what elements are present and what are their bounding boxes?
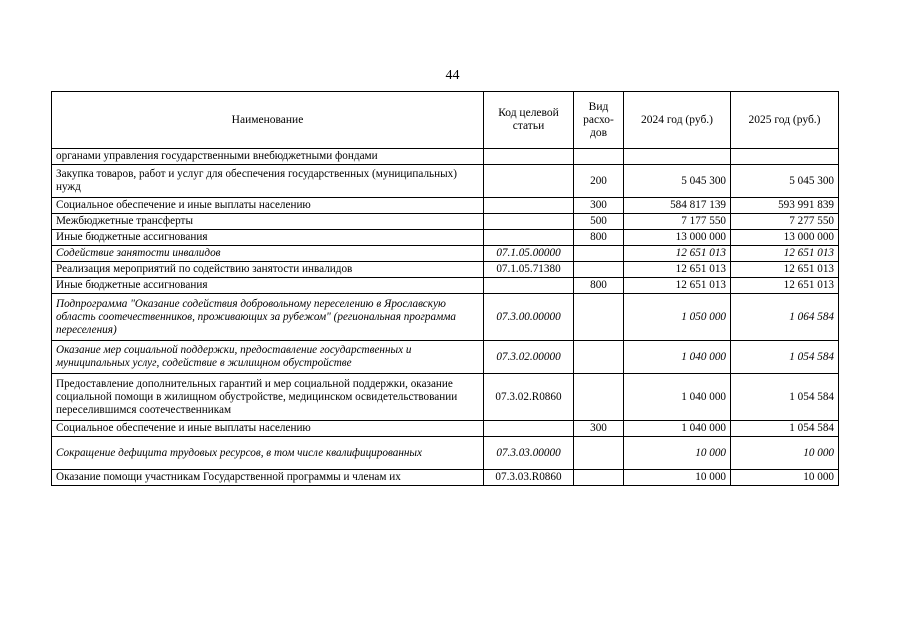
row-vid: 300 xyxy=(574,421,624,437)
row-code: 07.3.02.00000 xyxy=(484,341,574,374)
row-name: Оказание мер социальной поддержки, предоставление государственных и муниципальных услуг, содействие в жилищном обустройстве xyxy=(52,341,484,374)
row-vid xyxy=(574,341,624,374)
row-code xyxy=(484,230,574,246)
row-vid: 200 xyxy=(574,165,624,198)
row-vid: 800 xyxy=(574,230,624,246)
row-code xyxy=(484,198,574,214)
page-number: 44 xyxy=(445,68,460,83)
row-code: 07.1.05.00000 xyxy=(484,246,574,262)
header-2024: 2024 год (руб.) xyxy=(624,92,731,149)
row-2024: 584 817 139 xyxy=(624,198,731,214)
table-row xyxy=(52,246,839,262)
row-name: Закупка товаров, работ и услуг для обеспечения государственных (муниципальных) нужд xyxy=(52,165,484,198)
row-2025: 12 651 013 xyxy=(731,278,839,294)
table-row xyxy=(52,437,839,470)
row-code xyxy=(484,421,574,437)
table-row xyxy=(52,278,839,294)
row-name: Оказание помощи участникам Государственной программы и членам их xyxy=(52,470,484,486)
table-row xyxy=(52,230,839,246)
row-2025: 5 045 300 xyxy=(731,165,839,198)
row-vid xyxy=(574,149,624,165)
row-vid xyxy=(574,374,624,421)
row-2024: 1 040 000 xyxy=(624,341,731,374)
table-row xyxy=(52,341,839,374)
table-header-row xyxy=(52,92,839,149)
row-2024: 12 651 013 xyxy=(624,278,731,294)
row-code: 07.3.03.00000 xyxy=(484,437,574,470)
row-2024: 10 000 xyxy=(624,437,731,470)
row-2024: 12 651 013 xyxy=(624,246,731,262)
row-vid xyxy=(574,470,624,486)
row-2025 xyxy=(731,149,839,165)
row-vid xyxy=(574,294,624,341)
budget-table xyxy=(51,91,839,486)
row-name: Сокращение дефицита трудовых ресурсов, в том числе квалифицированных xyxy=(52,437,484,470)
row-code xyxy=(484,278,574,294)
row-2024: 13 000 000 xyxy=(624,230,731,246)
row-2025: 1 054 584 xyxy=(731,341,839,374)
row-name: Иные бюджетные ассигнования xyxy=(52,278,484,294)
header-code: Код целевой статьи xyxy=(484,92,574,149)
row-vid: 300 xyxy=(574,198,624,214)
row-2024: 1 040 000 xyxy=(624,374,731,421)
row-vid: 800 xyxy=(574,278,624,294)
row-name: Социальное обеспечение и иные выплаты населению xyxy=(52,198,484,214)
row-2025: 1 064 584 xyxy=(731,294,839,341)
row-code xyxy=(484,214,574,230)
row-code: 07.3.02.R0860 xyxy=(484,374,574,421)
row-2025: 12 651 013 xyxy=(731,246,839,262)
row-2025: 10 000 xyxy=(731,470,839,486)
row-2025: 1 054 584 xyxy=(731,421,839,437)
row-vid xyxy=(574,246,624,262)
row-name: Содействие занятости инвалидов xyxy=(52,246,484,262)
row-2025: 7 277 550 xyxy=(731,214,839,230)
row-vid xyxy=(574,262,624,278)
row-code: 07.3.03.R0860 xyxy=(484,470,574,486)
row-2025: 10 000 xyxy=(731,437,839,470)
row-2024 xyxy=(624,149,731,165)
row-name: Межбюджетные трансферты xyxy=(52,214,484,230)
header-vid: Вид расхо-дов xyxy=(574,92,624,149)
row-vid: 500 xyxy=(574,214,624,230)
row-2025: 1 054 584 xyxy=(731,374,839,421)
row-2025: 593 991 839 xyxy=(731,198,839,214)
row-vid xyxy=(574,437,624,470)
row-code xyxy=(484,149,574,165)
table-row xyxy=(52,374,839,421)
row-name: Иные бюджетные ассигнования xyxy=(52,230,484,246)
row-2024: 5 045 300 xyxy=(624,165,731,198)
table-row xyxy=(52,165,839,198)
row-2024: 10 000 xyxy=(624,470,731,486)
row-name: Социальное обеспечение и иные выплаты населению xyxy=(52,421,484,437)
table-row xyxy=(52,149,839,165)
table-row xyxy=(52,262,839,278)
row-code: 07.1.05.71380 xyxy=(484,262,574,278)
row-code: 07.3.00.00000 xyxy=(484,294,574,341)
row-2024: 1 050 000 xyxy=(624,294,731,341)
table-row xyxy=(52,214,839,230)
table-row xyxy=(52,470,839,486)
table-row xyxy=(52,294,839,341)
row-2025: 13 000 000 xyxy=(731,230,839,246)
table-row xyxy=(52,421,839,437)
row-name: Подпрограмма "Оказание содействия добровольному переселению в Ярославскую область соотечественников, проживающих за рубежом" (региональная программа переселения) xyxy=(52,294,484,341)
table-row xyxy=(52,198,839,214)
header-2025: 2025 год (руб.) xyxy=(731,92,839,149)
row-2024: 1 040 000 xyxy=(624,421,731,437)
row-name: Предоставление дополнительных гарантий и мер социальной поддержки, оказание социальной помощи в жилищном обустройстве, медицинском освидетельствовании переселившимся соотечественникам xyxy=(52,374,484,421)
row-2024: 12 651 013 xyxy=(624,262,731,278)
header-name: Наименование xyxy=(52,92,484,149)
row-2024: 7 177 550 xyxy=(624,214,731,230)
row-code xyxy=(484,165,574,198)
row-2025: 12 651 013 xyxy=(731,262,839,278)
row-name: органами управления государственными внебюджетными фондами xyxy=(52,149,484,165)
row-name: Реализация мероприятий по содействию занятости инвалидов xyxy=(52,262,484,278)
